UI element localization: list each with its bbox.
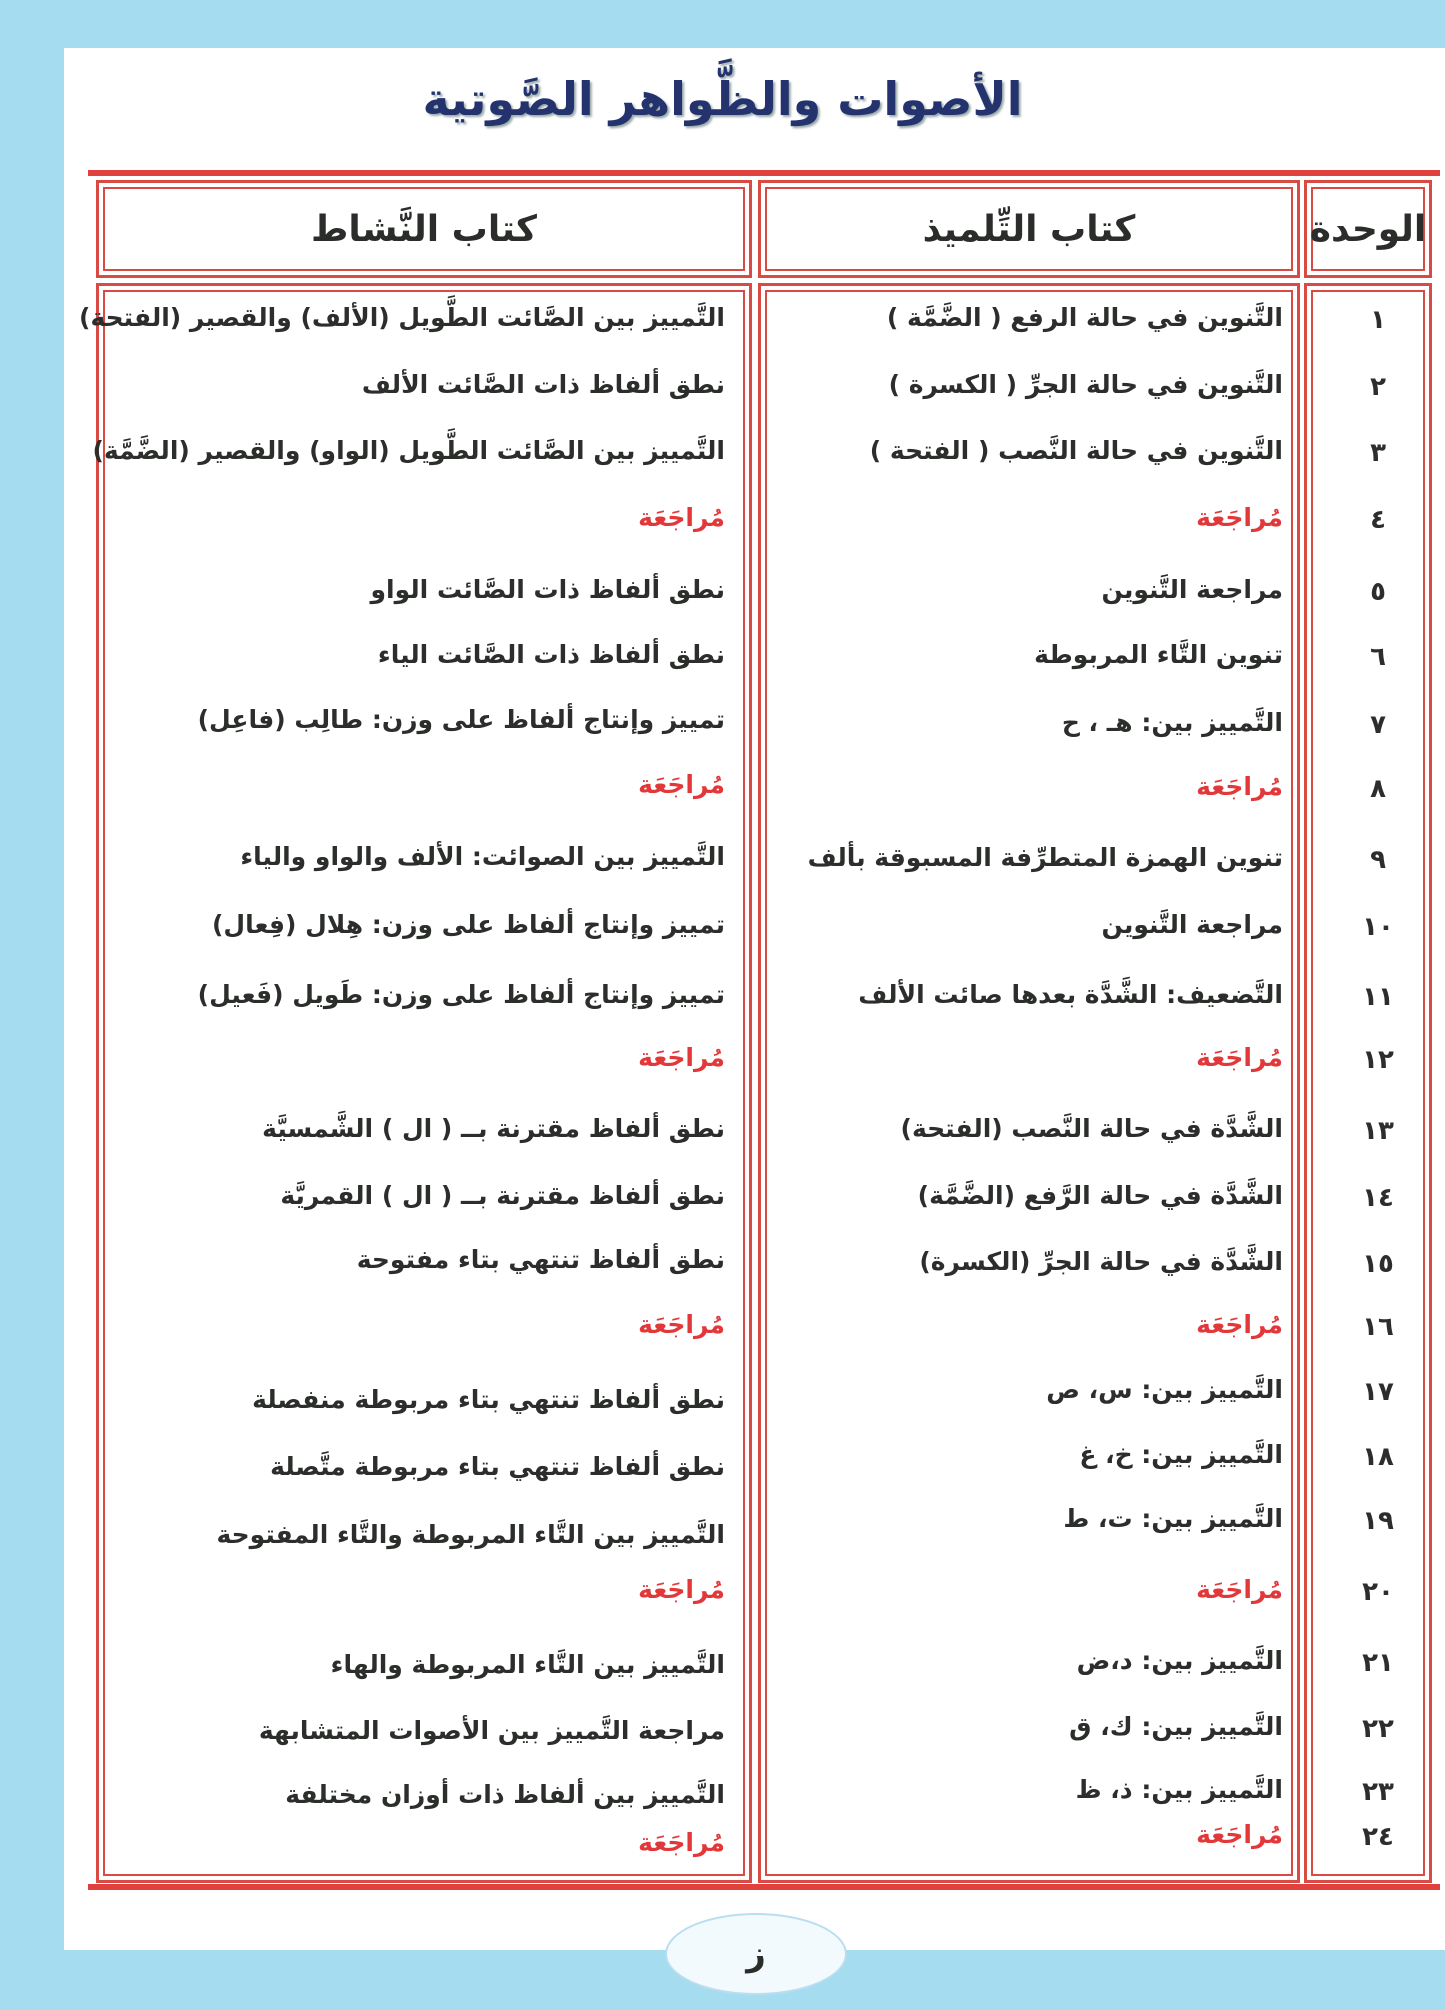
activity-book-item: تمييز وإنتاج ألفاظ على وزن: هِلال (فِعال) (211, 910, 725, 939)
activity-book-item: نطق ألفاظ مقترنة بــ ( ال ) القمريَّة (280, 1181, 725, 1210)
student-book-item: التَّمييز بين: ت، ط (1063, 1504, 1283, 1533)
student-book-item: التَّمييز بين: خ، غ (1079, 1440, 1283, 1469)
unit-number: ٢١ (1362, 1648, 1394, 1678)
unit-number: ١٥ (1362, 1249, 1394, 1279)
student-book-item: الشَّدَّة في حالة الرَّفع (الضَّمَّة) (917, 1181, 1283, 1210)
activity-book-review-item: مُراجَعَة (638, 1575, 725, 1604)
unit-number: ٨ (1370, 774, 1386, 804)
student-book-item: التَّمييز بين: ك، ق (1069, 1712, 1283, 1741)
student-book-item: التَّمييز بين: هـ ، ح (1061, 708, 1283, 737)
unit-number: ٤ (1370, 505, 1386, 535)
activity-book-review-item: مُراجَعَة (638, 503, 725, 532)
unit-number: ١٦ (1362, 1312, 1394, 1342)
activity-book-item: تمييز وإنتاج ألفاظ على وزن: طَويل (فَعيل) (197, 980, 725, 1009)
student-book-item: مراجعة التَّنوين (1101, 575, 1283, 604)
unit-number: ١٤ (1362, 1183, 1394, 1213)
unit-number: ١٠ (1362, 912, 1394, 942)
header-activity-book: كتاب النَّشاط (311, 208, 537, 250)
activity-book-item: نطق ألفاظ مقترنة بــ ( ال ) الشَّمسيَّة (262, 1114, 725, 1143)
unit-number: ٣ (1370, 438, 1386, 468)
student-book-item: مراجعة التَّنوين (1101, 910, 1283, 939)
activity-book-item: تمييز وإنتاج ألفاظ على وزن: طالِب (فاعِل) (197, 705, 725, 734)
student-book-review-item: مُراجَعَة (1196, 1820, 1283, 1849)
header-student-book: كتاب التِّلميذ (922, 208, 1136, 250)
unit-number: ٢ (1370, 372, 1386, 402)
student-book-item: تنوين الهمزة المتطرِّفة المسبوقة بألف (807, 843, 1283, 872)
unit-number: ٢٣ (1362, 1777, 1394, 1807)
student-book-review-item: مُراجَعَة (1196, 1575, 1283, 1604)
activity-book-review-item: مُراجَعَة (638, 1828, 725, 1857)
activity-book-item: نطق ألفاظ ذات الصَّائت الألف (361, 370, 725, 399)
unit-number: ٢٢ (1362, 1714, 1394, 1744)
page-title: الأصوات والظَّواهر الصَّوتية (422, 72, 1023, 126)
student-book-item: التَّنوين في حالة النَّصب ( الفتحة ) (869, 436, 1283, 465)
unit-number: ٩ (1370, 845, 1386, 875)
unit-number: ١ (1370, 305, 1386, 335)
student-book-item: الشَّدَّة في حالة النَّصب (الفتحة) (900, 1114, 1283, 1143)
activity-book-item: التَّمييز بين التَّاء المربوطة والتَّاء المفتوحة (216, 1520, 725, 1549)
student-book-item: الشَّدَّة في حالة الجرِّ (الكسرة) (919, 1247, 1283, 1276)
unit-number: ١٣ (1362, 1116, 1394, 1146)
activity-book-review-item: مُراجَعَة (638, 770, 725, 799)
student-book-item: التَّمييز بين: د،ض (1076, 1646, 1283, 1675)
unit-number: ٥ (1370, 577, 1386, 607)
unit-number: ١٢ (1362, 1045, 1394, 1075)
activity-book-item: نطق ألفاظ ذات الصَّائت الواو (370, 575, 725, 604)
student-book-item: التَّضعيف: الشَّدَّة بعدها صائت الألف (858, 980, 1283, 1009)
activity-book-item: نطق ألفاظ ذات الصَّائت الياء (377, 640, 725, 669)
student-book-review-item: مُراجَعَة (1196, 1310, 1283, 1339)
activity-book-item: نطق ألفاظ تنتهي بتاء مربوطة منفصلة (252, 1385, 725, 1414)
unit-number: ١٧ (1362, 1377, 1394, 1407)
activity-book-item: التَّمييز بين الصَّائت الطَّويل (الألف) والقصير (الفتحة) (79, 303, 725, 332)
activity-book-item: التَّمييز بين الصوائت: الألف والواو والياء (240, 842, 725, 871)
unit-number: ٦ (1370, 642, 1386, 672)
unit-number: ٧ (1370, 710, 1386, 740)
page-number: ز (746, 1934, 766, 1974)
student-book-item: تنوين التَّاء المربوطة (1034, 640, 1283, 669)
header-unit: الوحدة (1309, 208, 1427, 250)
activity-book-review-item: مُراجَعَة (638, 1310, 725, 1339)
activity-book-item: التَّمييز بين التَّاء المربوطة والهاء (330, 1650, 725, 1679)
student-book-review-item: مُراجَعَة (1196, 1043, 1283, 1072)
student-book-item: التَّمييز بين: س، ص (1046, 1375, 1283, 1404)
activity-book-item: التَّمييز بين ألفاظ ذات أوزان مختلفة (285, 1780, 725, 1809)
unit-number: ٢٤ (1362, 1822, 1394, 1852)
activity-book-item: نطق ألفاظ تنتهي بتاء مفتوحة (356, 1245, 725, 1274)
unit-number: ٢٠ (1362, 1577, 1394, 1607)
student-book-item: التَّنوين في حالة الرفع ( الضَّمَّة ) (886, 303, 1283, 332)
activity-book-item: نطق ألفاظ تنتهي بتاء مربوطة متَّصلة (270, 1452, 725, 1481)
unit-number: ١٨ (1362, 1442, 1394, 1472)
activity-book-review-item: مُراجَعَة (638, 1043, 725, 1072)
activity-book-item: التَّمييز بين الصَّائت الطَّويل (الواو) والقصير (الضَّمَّة) (92, 436, 725, 465)
student-book-review-item: مُراجَعَة (1196, 772, 1283, 801)
student-book-item: التَّنوين في حالة الجرِّ ( الكسرة ) (888, 370, 1283, 399)
unit-number: ١٩ (1362, 1506, 1394, 1536)
unit-number: ١١ (1362, 982, 1394, 1012)
student-book-item: التَّمييز بين: ذ، ظ (1075, 1775, 1283, 1804)
student-book-review-item: مُراجَعَة (1196, 503, 1283, 532)
activity-book-item: مراجعة التَّمييز بين الأصوات المتشابهة (258, 1716, 725, 1745)
page-number-badge (665, 1913, 847, 1995)
